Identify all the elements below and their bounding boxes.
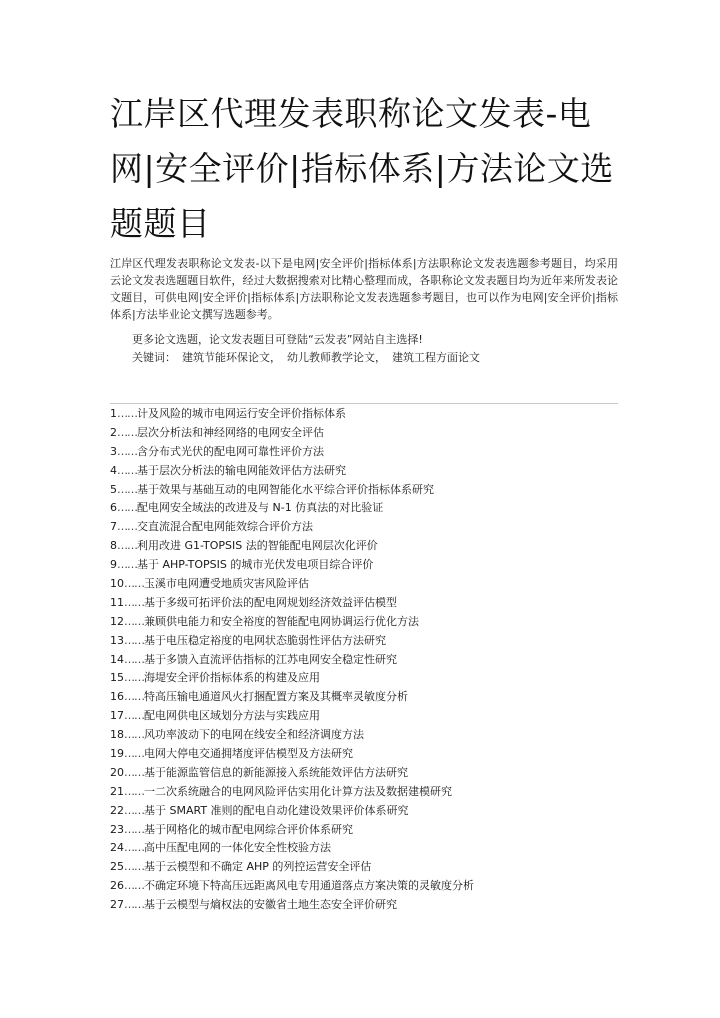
dot-leader: …… — [124, 671, 144, 685]
dot-leader: …… — [124, 860, 144, 874]
topic-title: 风功率波动下的电网在线安全和经济调度方法 — [144, 728, 364, 742]
topic-list-item — [110, 537, 618, 556]
dot-leader: …… — [124, 822, 144, 836]
topic-title: 电网大停电交通拥堵度评估模型及方法研究 — [144, 747, 353, 761]
topic-title: 兼顾供电能力和安全裕度的智能配电网协调运行优化方法 — [144, 614, 419, 628]
topic-list-item — [110, 424, 618, 443]
topic-number: 9 — [110, 558, 117, 572]
topic-title: 基于效果与基础互动的电网智能化水平综合评价指标体系研究 — [137, 482, 434, 496]
dot-leader: …… — [124, 747, 144, 761]
dot-leader: …… — [117, 444, 137, 458]
topic-list — [110, 405, 618, 915]
topic-number: 12 — [110, 614, 124, 628]
topic-number: 10 — [110, 577, 124, 591]
dot-leader: …… — [117, 558, 137, 572]
topic-number: 6 — [110, 501, 117, 515]
dot-leader: …… — [124, 595, 144, 609]
topic-number: 23 — [110, 822, 124, 836]
dot-leader: …… — [124, 898, 144, 912]
dot-leader: …… — [124, 709, 144, 723]
dot-leader: …… — [124, 652, 144, 666]
topic-title: 玉溪市电网遭受地质灾害风险评估 — [144, 577, 309, 591]
topic-list-item — [110, 613, 618, 632]
topic-number: 13 — [110, 633, 124, 647]
topic-title: 基于云模型与熵权法的安徽省土地生态安全评价研究 — [144, 898, 397, 912]
topic-number: 11 — [110, 595, 124, 609]
topic-number: 2 — [110, 425, 117, 439]
topic-list-item — [110, 726, 618, 745]
dot-leader: …… — [117, 407, 137, 420]
dot-leader: …… — [124, 784, 144, 798]
dot-leader: …… — [124, 614, 144, 628]
topic-title: 基于层次分析法的输电网能效评估方法研究 — [137, 463, 346, 477]
dot-leader: …… — [117, 463, 137, 477]
keyword-item: 幼儿教师教学论文， — [287, 351, 386, 364]
topic-title: 一二次系统融合的电网风险评估实用化计算方法及数据建模研究 — [144, 784, 452, 798]
dot-leader: …… — [124, 690, 144, 704]
topic-number: 8 — [110, 539, 117, 553]
topic-title: 层次分析法和神经网络的电网安全评估 — [137, 425, 324, 439]
topic-title: 基于云模型和不确定 AHP 的列控运营安全评估 — [144, 860, 372, 874]
topic-title: 配电网供电区域划分方法与实践应用 — [144, 709, 320, 723]
topic-list-item — [110, 462, 618, 481]
topic-number: 20 — [110, 765, 124, 779]
topic-number: 22 — [110, 803, 124, 817]
topic-number: 4 — [110, 463, 117, 477]
topic-list-item — [110, 556, 618, 575]
topic-number: 21 — [110, 784, 124, 798]
topic-number: 16 — [110, 690, 124, 704]
topic-title: 利用改进 G1-TOPSIS 法的智能配电网层次化评价 — [137, 539, 378, 553]
more-topics-note: 更多论文选题，论文发表题目可登陆“云发表”网站自主选择! — [132, 333, 423, 346]
topic-title: 不确定环境下特高压远距离风电专用通道落点方案决策的灵敏度分析 — [144, 879, 474, 893]
topic-list-item — [110, 839, 618, 858]
topic-number: 3 — [110, 444, 117, 458]
topic-list-item — [110, 745, 618, 764]
topic-number: 7 — [110, 520, 117, 534]
topic-title: 特高压输电通道风火打捆配置方案及其概率灵敏度分析 — [144, 690, 408, 704]
intro-paragraph: 江岸区代理发表职称论文发表-以下是电网|安全评价|指标体系|方法职称论文发表选题参考题目，均采用云论文发表选题题目软件，经过大数据搜索对比精心整理而成，各职称论文发表题目均为近年来所发表论文题目，可供电网|安全评价|指标体系|方法职称论文发表选题参考题目，也可以作为电网|安全评价|指标体系|方法毕业论文撰写选题参考。 — [110, 257, 618, 321]
dot-leader: …… — [117, 482, 137, 496]
topic-number: 1 — [110, 407, 117, 420]
topic-list-item — [110, 499, 618, 518]
topic-title: 基于能源监管信息的新能源接入系统能效评估方法研究 — [144, 765, 408, 779]
topic-number: 15 — [110, 671, 124, 685]
topic-list-item — [110, 877, 618, 896]
topic-title: 基于网格化的城市配电网综合评价体系研究 — [144, 822, 353, 836]
dot-leader: …… — [117, 539, 137, 553]
dot-leader: …… — [124, 803, 144, 817]
topic-list-item — [110, 783, 618, 802]
topic-list-item — [110, 764, 618, 783]
topic-number: 27 — [110, 898, 124, 912]
topic-title: 基于多馈入直流评估指标的江苏电网安全稳定性研究 — [144, 652, 397, 666]
topic-list-item — [110, 707, 618, 726]
topic-list-item — [110, 575, 618, 594]
keyword-item: 建筑工程方面论文 — [392, 351, 480, 364]
topic-title: 基于 SMART 准则的配电自动化建设效果评价体系研究 — [144, 803, 409, 817]
topic-list-item — [110, 405, 618, 424]
topic-title: 基于 AHP-TOPSIS 的城市光伏发电项目综合评价 — [137, 558, 374, 572]
dot-leader: …… — [117, 501, 137, 515]
topic-number: 18 — [110, 728, 124, 742]
topic-list-item — [110, 688, 618, 707]
dot-leader: …… — [117, 520, 137, 534]
topic-title: 计及风险的城市电网运行安全评价指标体系 — [137, 407, 346, 420]
topic-list-item — [110, 518, 618, 537]
toc-divider — [110, 403, 618, 404]
topic-number: 26 — [110, 879, 124, 893]
topic-title: 高中压配电网的一体化安全性校验方法 — [144, 841, 331, 855]
page-title: 江岸区代理发表职称论文发表-电网|安全评价|指标体系|方法论文选题题目 — [110, 94, 614, 243]
dot-leader: …… — [124, 728, 144, 742]
topic-title: 海堤安全评价指标体系的构建及应用 — [144, 671, 320, 685]
topic-number: 17 — [110, 709, 124, 723]
topic-list-item — [110, 651, 618, 670]
dot-leader: …… — [124, 841, 144, 855]
topic-list-item — [110, 632, 618, 651]
dot-leader: …… — [117, 425, 137, 439]
topic-title: 基于多级可拓评价法的配电网规划经济效益评估模型 — [144, 595, 397, 609]
topic-list-item — [110, 821, 618, 840]
topic-number: 14 — [110, 652, 124, 666]
topic-list-item — [110, 443, 618, 462]
keywords-label: 关键词： — [132, 351, 176, 364]
topic-title: 配电网安全域法的改进及与 N-1 仿真法的对比验证 — [137, 501, 384, 515]
topic-title: 含分布式光伏的配电网可靠性评价方法 — [137, 444, 324, 458]
dot-leader: …… — [124, 765, 144, 779]
topic-list-item — [110, 896, 618, 915]
topic-title: 交直流混合配电网能效综合评价方法 — [137, 520, 313, 534]
keywords-line — [132, 349, 602, 366]
topic-list-item — [110, 594, 618, 613]
topic-number: 19 — [110, 747, 124, 761]
topic-list-item — [110, 858, 618, 877]
dot-leader: …… — [124, 577, 144, 591]
dot-leader: …… — [124, 879, 144, 893]
topic-number: 25 — [110, 860, 124, 874]
topic-list-item — [110, 802, 618, 821]
topic-title: 基于电压稳定裕度的电网状态脆弱性评估方法研究 — [144, 633, 386, 647]
topic-number: 5 — [110, 482, 117, 496]
topic-list-item — [110, 669, 618, 688]
topic-list-item — [110, 481, 618, 500]
dot-leader: …… — [124, 633, 144, 647]
keyword-item: 建筑节能环保论文， — [182, 351, 281, 364]
topic-number: 24 — [110, 841, 124, 855]
